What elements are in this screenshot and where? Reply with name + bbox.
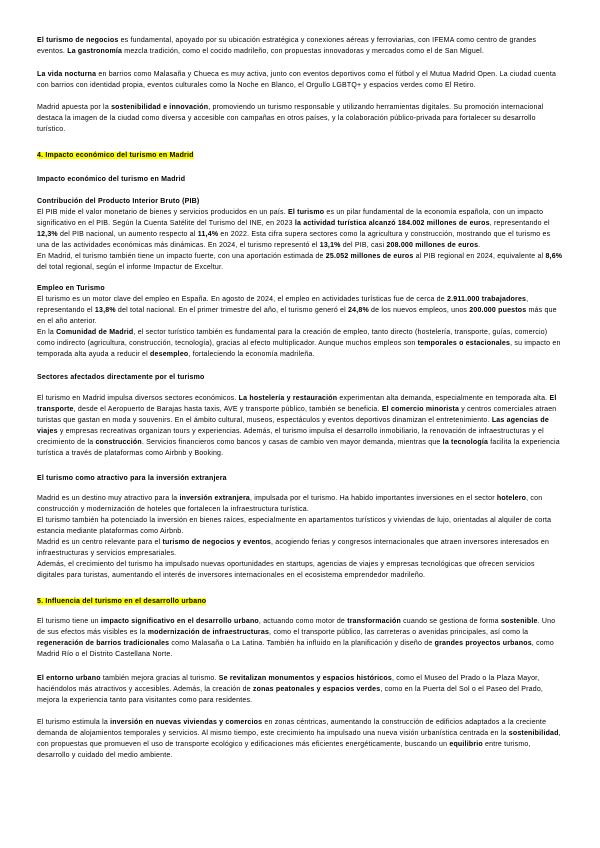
text-run: mezcla tradición, como el cocido madrileño, con propuestas innovadoras y mercados como el de San Miguel. xyxy=(122,48,484,55)
text-run: al PIB regional en 2024, equivalente al xyxy=(413,253,546,260)
bold-text-run: equilibrio xyxy=(449,741,483,748)
bold-text-run: la tecnología xyxy=(442,439,489,446)
paragraph xyxy=(37,537,563,559)
intro-section xyxy=(37,35,563,135)
paragraph xyxy=(37,559,563,581)
bold-text-run: inversión en nuevas viviendas y comercios xyxy=(110,719,263,726)
bold-text-run: 11,4% xyxy=(197,231,219,238)
bold-text-run: El entorno urbano xyxy=(37,675,101,682)
text-run: y empresas recreativas organizan tours y experiencias. Además, el turismo impulsa el desarrollo inmobiliario, la renovación de infraestructuras y el crecimiento de la xyxy=(37,428,544,446)
bold-text-run: desempleo xyxy=(150,351,189,358)
text-run: , impulsada por el turismo. Ha habido importantes inversiones en el sector xyxy=(249,495,497,502)
highlighted-section-title: 5. Influencia del turismo en el desarrollo urbano xyxy=(37,598,207,605)
bold-text-run: turismo de negocios y eventos xyxy=(162,539,271,546)
text-run: Además, el crecimiento del turismo ha impulsado nuevas oportunidades en startups, agencias de viajes y empresas tecnológicas que ofrecen servicios digitales para turistas, aumentando el interés de inversores internacionales en el ecosistema emprendedor madrileño. xyxy=(37,561,535,579)
text-run: Madrid apuesta por la xyxy=(37,104,112,111)
paragraph-nightlife xyxy=(37,69,563,91)
text-run: en barrios como Malasaña y Chueca es muy activa, junto con eventos deportivos como el fútbol y el Mutua Madrid Open. La ciudad cuenta con barrios con identidad propia, eventos culturales como la Noche en Blanco, el Orgullo LGBTQ+ y espacios verdes como El Retiro. xyxy=(37,71,557,89)
bold-text-run: hotelero xyxy=(496,495,527,502)
bold-text-run: regeneración de barrios tradicionales xyxy=(37,640,170,647)
text-run: del total regional, según el informe Impactur de Exceltur. xyxy=(37,264,224,271)
text-run: El turismo es un motor clave del empleo en España. En agosto de 2024, el empleo en actividades turísticas fue de cerca de xyxy=(37,296,448,303)
bold-text-run: El turismo de negocios xyxy=(37,37,119,44)
bold-text-run: sostenibilidad xyxy=(508,730,559,737)
paragraph xyxy=(37,493,563,515)
text-run: más que en el año anterior. xyxy=(37,307,557,325)
bold-text-run: sostenibilidad e innovación xyxy=(111,104,209,111)
text-run: El PIB mide el valor monetario de bienes y servicios producidos en un país. xyxy=(37,209,288,216)
text-run: en zonas céntricas, aumentando la construcción de edificios adaptados a la creciente demanda de alojamientos temporales y servicios. Al mismo tiempo, este crecimiento ha impulsado una nueva visión urbanística centrada en la xyxy=(37,719,547,737)
section-heading xyxy=(37,150,563,161)
paragraph-business-tourism xyxy=(37,35,563,57)
text-run: . xyxy=(478,242,481,249)
text-run: del PIB, casi xyxy=(340,242,387,249)
text-run: cuando se gestiona de forma xyxy=(400,618,501,625)
bold-text-run: Comunidad de Madrid xyxy=(56,329,134,336)
bold-text-run: transformación xyxy=(347,618,401,625)
text-run: En Madrid, el turismo también tiene un impacto fuerte, con una aportación estimada de xyxy=(37,253,326,260)
text-run: , promoviendo un turismo responsable y utilizando herramientas digitales. Su promoción internacional destaca la imagen de la ciudad como diversa y accesible con campañas en otros países, y la colaboración público-privada para fortalecer su desarrollo turístico. xyxy=(37,104,544,133)
subheading-investment: El turismo como atractivo para la inversión extranjera xyxy=(37,475,227,482)
paragraph xyxy=(37,393,563,459)
text-run: , como Madrid Río o el Distrito Castellana Norte. xyxy=(37,640,555,658)
text-run: . Uno de sus efectos más visibles es la xyxy=(37,618,556,636)
bold-text-run: 13,8% xyxy=(94,307,116,314)
paragraph xyxy=(37,294,563,327)
text-run: , con propuestas que promueven el uso de transporte ecológico y edificaciones más eficientes energéticamente, buscando un xyxy=(37,730,561,748)
paragraph xyxy=(37,616,563,660)
section-economic-impact xyxy=(37,150,563,581)
text-run: El turismo también ha potenciado la inversión en bienes raíces, especialmente en apartamentos turísticos y viviendas de lujo, orientadas al alquiler de corta estancia mediante plataformas como Airbnb. xyxy=(37,517,552,535)
text-run: es un pilar fundamental de la economía española, con un impacto significativo en el PIB. Según la Cuenta Satélite del Turismo del INE, en 2023 xyxy=(37,209,544,227)
text-run: El turismo en Madrid impulsa diversos sectores económicos. xyxy=(37,395,239,402)
subheading-employment: Empleo en Turismo xyxy=(37,285,105,292)
highlighted-section-title: 4. Impacto económico del turismo en Madrid xyxy=(37,152,194,159)
bold-text-run: 24,8% xyxy=(348,307,369,314)
text-run: , como el Museo del Prado o la Plaza Mayor, haciéndolos más atractivos y accesibles. Además, la creación de xyxy=(37,675,540,693)
text-run: también mejora gracias al turismo. xyxy=(100,675,219,682)
text-run: , como el transporte público, las carreteras o avenidas principales, así como la xyxy=(269,629,529,636)
text-run: , representando el xyxy=(489,220,550,227)
bold-text-run: Se revitalizan monumentos y espacios históricos xyxy=(218,675,392,682)
bold-text-run: El comercio minorista xyxy=(381,406,460,413)
bold-text-run: la actividad turística alcanzó 184.002 millones de euros xyxy=(294,220,490,227)
bold-text-run: 208.000 millones de euros xyxy=(386,242,479,249)
bold-text-run: El transporte xyxy=(37,395,557,413)
subheading-sectors: Sectores afectados directamente por el turismo xyxy=(37,374,205,381)
bold-text-run: La hostelería y restauración xyxy=(238,395,338,402)
subheading-pib: Contribución del Producto Interior Bruto (PIB) xyxy=(37,198,200,205)
text-run: Madrid es un destino muy atractivo para la xyxy=(37,495,180,502)
bold-text-run: 2.911.000 trabajadores xyxy=(447,296,527,303)
paragraph xyxy=(37,207,563,251)
bold-text-run: La vida nocturna xyxy=(37,71,97,78)
text-run: del total nacional. En el primer trimestre del año, el turismo generó el xyxy=(115,307,349,314)
text-run: El turismo tiene un xyxy=(37,618,101,625)
section-urban-development xyxy=(37,596,563,761)
section-heading xyxy=(37,596,563,607)
bold-text-run: 8,6% xyxy=(545,253,563,260)
bold-text-run: impacto significativo en el desarrollo urbano xyxy=(100,618,259,625)
text-run: , desde el Aeropuerto de Barajas hasta taxis, AVE y transporte público, también se beneficia. xyxy=(73,406,382,413)
text-run: , con construcción y modernización de hoteles que fortalecen la infraestructura turística. xyxy=(37,495,543,513)
bold-text-run: inversión extranjera xyxy=(179,495,250,502)
bold-text-run: 12,3% xyxy=(37,231,58,238)
paragraph-sustainability xyxy=(37,102,563,135)
text-run: . Servicios financieros como bancos y casas de cambio ven mayor demanda, mientras que xyxy=(141,439,443,446)
bold-text-run: 25.052 millones de euros xyxy=(325,253,414,260)
text-run: , actuando como motor de xyxy=(258,618,348,625)
text-run: en 2022. Esta cifra supera sectores como la agricultura y construcción, mostrando que el turismo es una de las actividades económicas más dinámicas. En 2024, el turismo representó el xyxy=(37,231,551,249)
paragraph xyxy=(37,515,563,537)
bold-text-run: La gastronomía xyxy=(67,48,123,55)
text-run: , su impacto en temporada alta ayuda a reducir el xyxy=(37,340,561,358)
section-subtitle: Impacto económico del turismo en Madrid xyxy=(37,176,186,183)
text-run: Madrid es un centro relevante para el xyxy=(37,539,163,546)
text-run: , fortaleciendo la economía madrileña. xyxy=(188,351,315,358)
paragraph xyxy=(37,327,563,360)
bold-text-run: 200.000 puestos xyxy=(469,307,527,314)
text-run: como Malasaña o La Latina. También ha influido en la planificación y diseño de xyxy=(169,640,435,647)
text-run: es fundamental, apoyado por su ubicación estratégica y conexiones aéreas y ferroviarias, con IFEMA como centro de grandes eventos. xyxy=(37,37,537,55)
text-run: facilita la experiencia turística a través de plataformas como Airbnb y Booking. xyxy=(37,439,560,457)
bold-text-run: Las agencias de viajes xyxy=(37,417,549,435)
paragraph xyxy=(37,251,563,273)
paragraph xyxy=(37,717,563,761)
text-run: , acogiendo ferias y congresos internacionales que atraen inversores interesados en infraestructuras y servicios empresariales. xyxy=(37,539,550,557)
bold-text-run: construcción xyxy=(95,439,142,446)
bold-text-run: modernización de infraestructuras xyxy=(147,629,270,636)
text-run: entre turismo, desarrollo y cuidado del medio ambiente. xyxy=(37,741,531,759)
bold-text-run: sostenible xyxy=(500,618,538,625)
text-run: , el sector turístico también es fundamental para la creación de empleo, tanto directo (hostelería, transporte, guías, comercio) como indirecto (agricultura, construcción, tecnología), gracias al efecto multiplicador. Aunque muchos empleos son xyxy=(37,329,548,347)
text-run: El turismo estimula la xyxy=(37,719,111,726)
bold-text-run: 13,1% xyxy=(319,242,341,249)
bold-text-run: grandes proyectos urbanos xyxy=(434,640,532,647)
bold-text-run: zonas peatonales y espacios verdes xyxy=(252,686,381,693)
bold-text-run: temporales o estacionales xyxy=(417,340,511,347)
bold-text-run: El turismo xyxy=(288,209,325,216)
paragraph xyxy=(37,673,563,706)
text-run: y centros comerciales atraen turistas que gastan en moda y souvenirs. En el ámbito cultural, museos, espectáculos y eventos deportivos dinamizan el entretenimiento. xyxy=(37,406,557,424)
text-run: de los nuevos empleos, unos xyxy=(368,307,470,314)
text-run: experimentan alta demanda, especialmente en temporada alta. xyxy=(337,395,550,402)
text-run: En la xyxy=(37,329,57,336)
text-run: del PIB nacional, un aumento respecto al xyxy=(57,231,198,238)
text-run: , representando el xyxy=(37,296,529,314)
text-run: , como en la Puerta del Sol o el Paseo del Prado, mejora la experiencia tanto para visitantes como para residentes. xyxy=(37,686,544,704)
